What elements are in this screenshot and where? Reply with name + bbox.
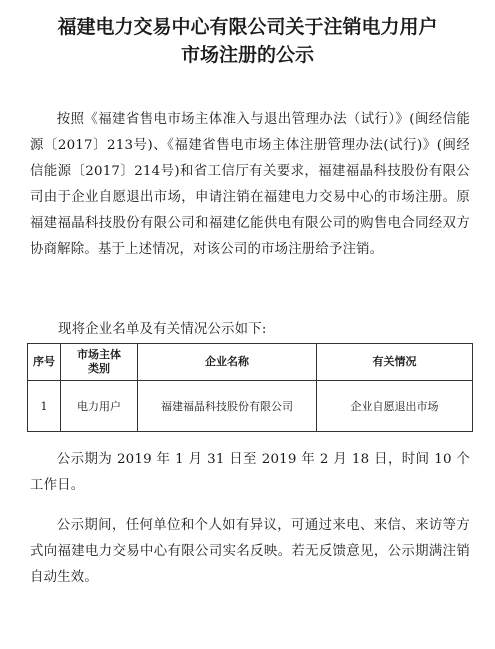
header-company: 企业名称: [138, 344, 317, 381]
table-row: [28, 381, 473, 432]
paragraph-period: 公示期为 2019 年 1 月 31 日至 2019 年 2 月 18 日，时间 10 个工作日。: [30, 452, 470, 493]
header-type-line1: 市场主体: [77, 348, 121, 361]
header-type: [61, 344, 138, 381]
document-title-line1: 福建电力交易中心有限公司关于注销电力用户: [57, 16, 438, 38]
paragraph-list-intro: 现将企业名单及有关情况公示如下:: [58, 322, 267, 337]
cell-company: 福建福晶科技股份有限公司: [138, 381, 317, 432]
cell-type: 电力用户: [61, 381, 138, 432]
header-no: 序号: [28, 344, 61, 381]
header-type-line2: 类别: [88, 362, 110, 375]
document-title-line2: 市场注册的公示: [180, 44, 314, 66]
paragraph-objection: 公示期间，任何单位和个人如有异议，可通过来电、来信、来访等方式向福建电力交易中心有限公司实名反映。若无反馈意见，公示期满注销自动生效。: [30, 518, 470, 585]
paragraph-basis: 按照《福建省售电市场主体准入与退出管理办法（试行）》(闽经信能源〔2017〕213号)、《福建省售电市场主体注册管理办法(试行)》(闽经信能源〔2017〕214号)和省工信厅有关要求，福建福晶科技股份有限公司由于企业自愿退出市场，申请注销在福建电力交易中心的市场注册。原福建福晶科技股份有限公司和福建亿能供电有限公司的购售电合同经双方协商解除。基于上述情况，对该公司的市场注册给予注销。: [30, 112, 470, 257]
cell-situation: 企业自愿退出市场: [317, 381, 473, 432]
table-header-row: [28, 344, 473, 381]
cell-no: 1: [28, 381, 61, 432]
header-situation: 有关情况: [317, 344, 473, 381]
company-table: [27, 343, 473, 432]
